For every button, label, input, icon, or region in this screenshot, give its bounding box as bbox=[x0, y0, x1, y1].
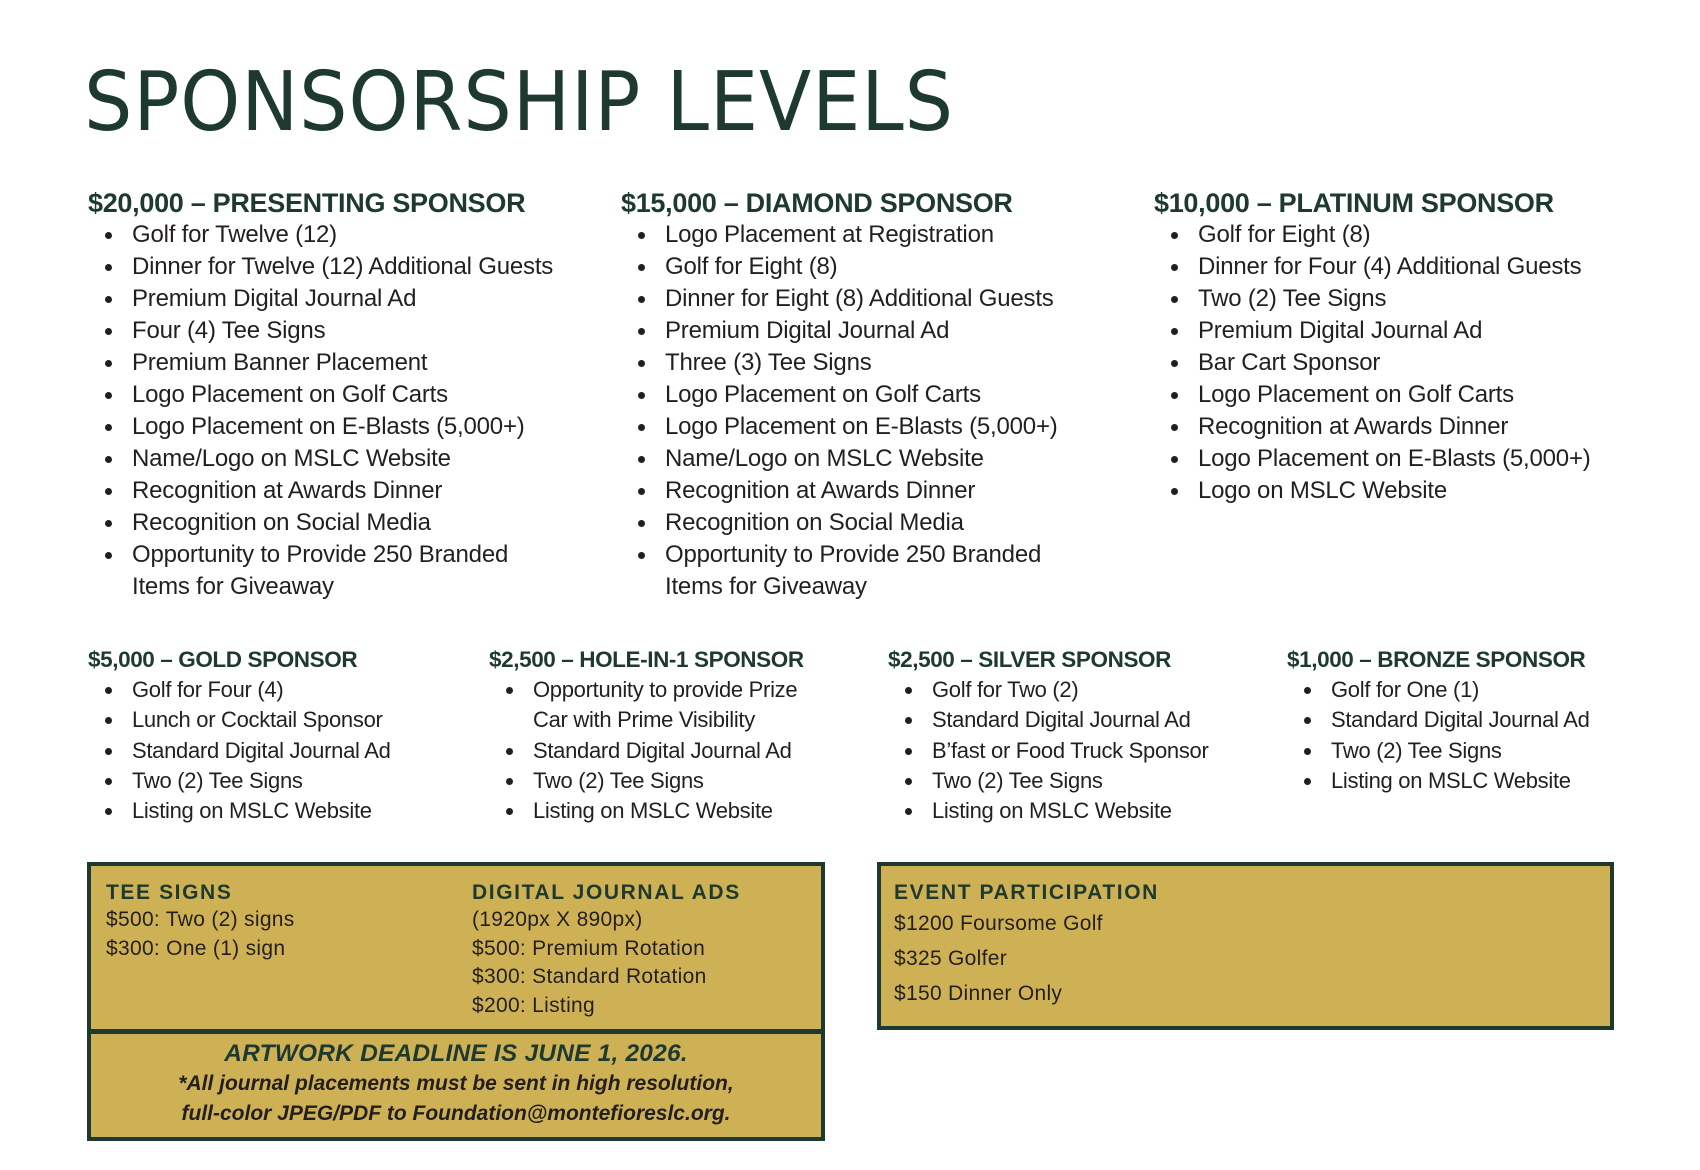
benefit-list bbox=[888, 675, 1209, 826]
tier-heading: $10,000 – PLATINUM SPONSOR bbox=[1154, 188, 1554, 218]
tier-gold-sponsor bbox=[88, 645, 391, 826]
benefit-text: Logo Placement on E-Blasts (5,000+) bbox=[665, 413, 1058, 440]
benefit-text: Four (4) Tee Signs bbox=[132, 317, 326, 344]
bullet-icon bbox=[1171, 392, 1178, 399]
bullet-icon bbox=[105, 808, 112, 815]
bullet-icon bbox=[1171, 328, 1178, 335]
event-participation-box bbox=[877, 862, 1614, 1030]
benefit-item bbox=[621, 539, 1058, 571]
benefit-list bbox=[1154, 219, 1591, 507]
event-participation-section bbox=[894, 880, 1159, 1011]
benefit-item-continued bbox=[489, 705, 804, 735]
benefit-item bbox=[621, 443, 1058, 475]
benefit-item bbox=[489, 796, 804, 826]
benefit-text: Premium Banner Placement bbox=[132, 349, 428, 376]
bullet-icon bbox=[638, 232, 645, 239]
benefit-text: Dinner for Four (4) Additional Guests bbox=[1198, 253, 1582, 280]
benefit-text: Logo Placement on Golf Carts bbox=[1198, 381, 1514, 408]
benefit-item bbox=[621, 347, 1058, 379]
benefit-list bbox=[621, 219, 1058, 603]
bullet-icon bbox=[105, 296, 112, 303]
bullet-icon bbox=[105, 778, 112, 785]
benefit-text: Two (2) Tee Signs bbox=[932, 767, 1103, 793]
benefit-list bbox=[1287, 675, 1590, 796]
benefit-text: Logo on MSLC Website bbox=[1198, 477, 1448, 504]
benefit-text: Listing on MSLC Website bbox=[1331, 767, 1571, 793]
benefit-item bbox=[88, 675, 391, 705]
benefit-text: Recognition on Social Media bbox=[665, 509, 964, 536]
benefit-text: Premium Digital Journal Ad bbox=[132, 285, 417, 312]
tier-heading: $5,000 – GOLD SPONSOR bbox=[88, 647, 358, 672]
bullet-icon bbox=[638, 360, 645, 367]
benefit-item bbox=[1287, 736, 1590, 766]
benefit-item bbox=[621, 379, 1058, 411]
bullet-icon bbox=[1171, 232, 1178, 239]
bullet-icon bbox=[1304, 717, 1311, 724]
bullet-icon bbox=[506, 748, 513, 755]
benefit-item bbox=[88, 766, 391, 796]
event-price: $150 Dinner Only bbox=[894, 982, 1063, 1005]
benefit-item bbox=[88, 411, 553, 443]
benefit-item bbox=[88, 379, 553, 411]
tee-signs-and-journal-ads-box bbox=[87, 862, 825, 1141]
bullet-icon bbox=[105, 424, 112, 431]
benefit-item bbox=[489, 675, 804, 705]
benefit-text: Standard Digital Journal Ad bbox=[132, 737, 391, 763]
journal-ads-section bbox=[472, 880, 741, 1020]
bullet-icon bbox=[105, 552, 112, 559]
benefit-item bbox=[1154, 443, 1591, 475]
artwork-deadline-section bbox=[91, 1038, 821, 1129]
benefit-text: Opportunity to Provide 250 Branded bbox=[665, 541, 1042, 568]
tier-heading: $2,500 – HOLE-IN-1 SPONSOR bbox=[489, 647, 804, 672]
benefit-item bbox=[88, 347, 553, 379]
benefit-item bbox=[88, 539, 553, 571]
bullet-icon bbox=[905, 717, 912, 724]
bullet-icon bbox=[105, 520, 112, 527]
benefit-item bbox=[88, 315, 553, 347]
benefit-item bbox=[621, 507, 1058, 539]
benefit-text: Two (2) Tee Signs bbox=[132, 767, 303, 793]
benefit-list bbox=[88, 219, 553, 603]
tier-heading: $15,000 – DIAMOND SPONSOR bbox=[621, 188, 1013, 218]
benefit-item bbox=[621, 475, 1058, 507]
tier-bronze-sponsor bbox=[1287, 645, 1590, 796]
benefit-item bbox=[1154, 315, 1591, 347]
bullet-icon bbox=[905, 778, 912, 785]
benefit-text: Recognition at Awards Dinner bbox=[665, 477, 976, 504]
bullet-icon bbox=[1171, 360, 1178, 367]
benefit-text: Car with Prime Visibility bbox=[533, 707, 755, 733]
benefit-text: Golf for Eight (8) bbox=[1198, 221, 1371, 248]
benefit-item bbox=[88, 443, 553, 475]
benefit-text: Golf for Twelve (12) bbox=[132, 221, 337, 248]
benefit-text: Two (2) Tee Signs bbox=[1198, 285, 1387, 312]
bullet-icon bbox=[105, 264, 112, 271]
benefit-item bbox=[88, 475, 553, 507]
benefit-item bbox=[489, 766, 804, 796]
bullet-icon bbox=[1304, 687, 1311, 694]
journal-ads-price: $200: Listing bbox=[472, 993, 595, 1017]
journal-ads-heading: DIGITAL JOURNAL ADS bbox=[472, 881, 741, 904]
bullet-icon bbox=[105, 488, 112, 495]
benefit-item bbox=[88, 219, 553, 251]
benefit-text: Golf for Eight (8) bbox=[665, 253, 838, 280]
benefit-text: Recognition on Social Media bbox=[132, 509, 431, 536]
bullet-icon bbox=[105, 717, 112, 724]
deadline-note-line: full-color JPEG/PDF to Foundation@montefioreslc.org. bbox=[181, 1102, 731, 1125]
benefit-text: Logo Placement on Golf Carts bbox=[665, 381, 981, 408]
benefit-text: Two (2) Tee Signs bbox=[1331, 737, 1502, 763]
benefit-item bbox=[1154, 347, 1591, 379]
benefit-text: Lunch or Cocktail Sponsor bbox=[132, 707, 383, 733]
bullet-icon bbox=[1171, 456, 1178, 463]
benefit-item bbox=[88, 283, 553, 315]
journal-ads-price: $300: Standard Rotation bbox=[472, 965, 707, 988]
tee-signs-price: $500: Two (2) signs bbox=[106, 908, 295, 931]
benefit-item bbox=[88, 796, 391, 826]
benefit-item bbox=[621, 219, 1058, 251]
benefit-text: Logo Placement on E-Blasts (5,000+) bbox=[132, 413, 525, 440]
tier-diamond-sponsor bbox=[621, 187, 1058, 603]
bullet-icon bbox=[638, 264, 645, 271]
bullet-icon bbox=[1304, 778, 1311, 785]
benefit-text: Standard Digital Journal Ad bbox=[1331, 707, 1590, 733]
bullet-icon bbox=[638, 520, 645, 527]
bullet-icon bbox=[638, 456, 645, 463]
bullet-icon bbox=[506, 778, 513, 785]
tier-heading: $20,000 – PRESENTING SPONSOR bbox=[88, 188, 526, 218]
tee-signs-price: $300: One (1) sign bbox=[106, 936, 286, 960]
benefit-text: Logo Placement on E-Blasts (5,000+) bbox=[1198, 445, 1591, 472]
benefit-text: Premium Digital Journal Ad bbox=[1198, 317, 1483, 344]
benefit-text: Opportunity to provide Prize bbox=[533, 677, 798, 702]
event-price: $1200 Foursome Golf bbox=[894, 912, 1103, 935]
bullet-icon bbox=[638, 328, 645, 335]
benefit-text: Bar Cart Sponsor bbox=[1198, 349, 1381, 376]
benefit-text: Dinner for Twelve (12) Additional Guests bbox=[132, 253, 554, 280]
bullet-icon bbox=[1171, 424, 1178, 431]
benefit-text: Logo Placement on Golf Carts bbox=[132, 381, 448, 408]
benefit-list bbox=[88, 675, 391, 826]
benefit-text: Listing on MSLC Website bbox=[132, 798, 372, 824]
benefit-item bbox=[888, 736, 1209, 766]
bullet-icon bbox=[105, 232, 112, 239]
bullet-icon bbox=[105, 687, 112, 694]
benefit-text: Opportunity to Provide 250 Branded bbox=[132, 541, 509, 568]
benefit-text: Golf for Four (4) bbox=[132, 677, 284, 702]
benefit-text: Three (3) Tee Signs bbox=[665, 349, 872, 376]
benefit-text: Listing on MSLC Website bbox=[932, 798, 1172, 824]
benefit-text: Logo Placement at Registration bbox=[665, 221, 994, 248]
bullet-icon bbox=[638, 552, 645, 559]
benefit-item bbox=[1154, 219, 1591, 251]
bullet-icon bbox=[105, 392, 112, 399]
benefit-item bbox=[1287, 766, 1590, 796]
tier-heading: $1,000 – BRONZE SPONSOR bbox=[1287, 647, 1586, 672]
benefit-item-continued bbox=[88, 571, 553, 603]
bullet-icon bbox=[1171, 488, 1178, 495]
bullet-icon bbox=[105, 748, 112, 755]
event-participation-heading: EVENT PARTICIPATION bbox=[894, 881, 1159, 904]
bullet-icon bbox=[1304, 748, 1311, 755]
bullet-icon bbox=[638, 488, 645, 495]
bullet-icon bbox=[905, 687, 912, 694]
page-title: SPONSORSHIP LEVELS bbox=[84, 55, 955, 150]
bullet-icon bbox=[1171, 296, 1178, 303]
benefit-item bbox=[621, 283, 1058, 315]
bullet-icon bbox=[905, 808, 912, 815]
bullet-icon bbox=[105, 456, 112, 463]
benefit-item bbox=[621, 251, 1058, 283]
tee-signs-section bbox=[106, 880, 295, 963]
benefit-text: Standard Digital Journal Ad bbox=[533, 737, 792, 763]
benefit-item bbox=[1154, 475, 1591, 507]
bullet-icon bbox=[506, 687, 513, 694]
benefit-item bbox=[88, 705, 391, 735]
benefit-text: Items for Giveaway bbox=[132, 573, 334, 600]
benefit-item bbox=[1287, 675, 1590, 705]
benefit-text: Items for Giveaway bbox=[665, 573, 867, 600]
journal-ads-dimensions: (1920px X 890px) bbox=[472, 908, 643, 931]
deadline-title: ARTWORK DEADLINE IS JUNE 1, 2026. bbox=[224, 1040, 688, 1067]
benefit-item-continued bbox=[621, 571, 1058, 603]
benefit-item bbox=[888, 705, 1209, 735]
benefit-text: Golf for Two (2) bbox=[932, 677, 1079, 702]
benefit-item bbox=[621, 315, 1058, 347]
benefit-item bbox=[888, 796, 1209, 826]
event-price: $325 Golfer bbox=[894, 947, 1008, 970]
tier-silver-sponsor bbox=[888, 645, 1209, 826]
benefit-text: Dinner for Eight (8) Additional Guests bbox=[665, 285, 1054, 312]
benefit-item bbox=[88, 507, 553, 539]
benefit-text: Premium Digital Journal Ad bbox=[665, 317, 950, 344]
bullet-icon bbox=[638, 296, 645, 303]
benefit-item bbox=[88, 251, 553, 283]
bullet-icon bbox=[105, 328, 112, 335]
bullet-icon bbox=[105, 360, 112, 367]
benefit-item bbox=[1154, 251, 1591, 283]
benefit-item bbox=[1154, 411, 1591, 443]
benefit-item bbox=[888, 675, 1209, 705]
tier-presenting-sponsor bbox=[88, 187, 553, 603]
benefit-item bbox=[489, 736, 804, 766]
tier-heading: $2,500 – SILVER SPONSOR bbox=[888, 647, 1172, 672]
benefit-text: Recognition at Awards Dinner bbox=[1198, 413, 1509, 440]
benefit-text: Standard Digital Journal Ad bbox=[932, 707, 1191, 733]
benefit-text: Recognition at Awards Dinner bbox=[132, 477, 443, 504]
benefit-item bbox=[888, 766, 1209, 796]
deadline-note-line: *All journal placements must be sent in high resolution, bbox=[178, 1072, 734, 1095]
benefit-text: B’fast or Food Truck Sponsor bbox=[932, 737, 1209, 763]
benefit-text: Listing on MSLC Website bbox=[533, 798, 773, 824]
tier-platinum-sponsor bbox=[1154, 187, 1591, 507]
bullet-icon bbox=[638, 392, 645, 399]
tee-signs-heading: TEE SIGNS bbox=[106, 881, 233, 904]
benefit-text: Golf for One (1) bbox=[1331, 677, 1480, 702]
benefit-item bbox=[621, 411, 1058, 443]
bullet-icon bbox=[905, 748, 912, 755]
benefit-item bbox=[88, 736, 391, 766]
benefit-text: Name/Logo on MSLC Website bbox=[665, 445, 984, 472]
bullet-icon bbox=[506, 808, 513, 815]
benefit-list bbox=[489, 675, 804, 826]
bullet-icon bbox=[1171, 264, 1178, 271]
benefit-text: Two (2) Tee Signs bbox=[533, 767, 704, 793]
box-divider bbox=[91, 1029, 821, 1034]
benefit-item bbox=[1154, 283, 1591, 315]
benefit-item bbox=[1287, 705, 1590, 735]
tier-hole-in-1-sponsor bbox=[489, 645, 804, 826]
bullet-icon bbox=[638, 424, 645, 431]
journal-ads-price: $500: Premium Rotation bbox=[472, 936, 706, 960]
benefit-text: Name/Logo on MSLC Website bbox=[132, 445, 451, 472]
benefit-item bbox=[1154, 379, 1591, 411]
